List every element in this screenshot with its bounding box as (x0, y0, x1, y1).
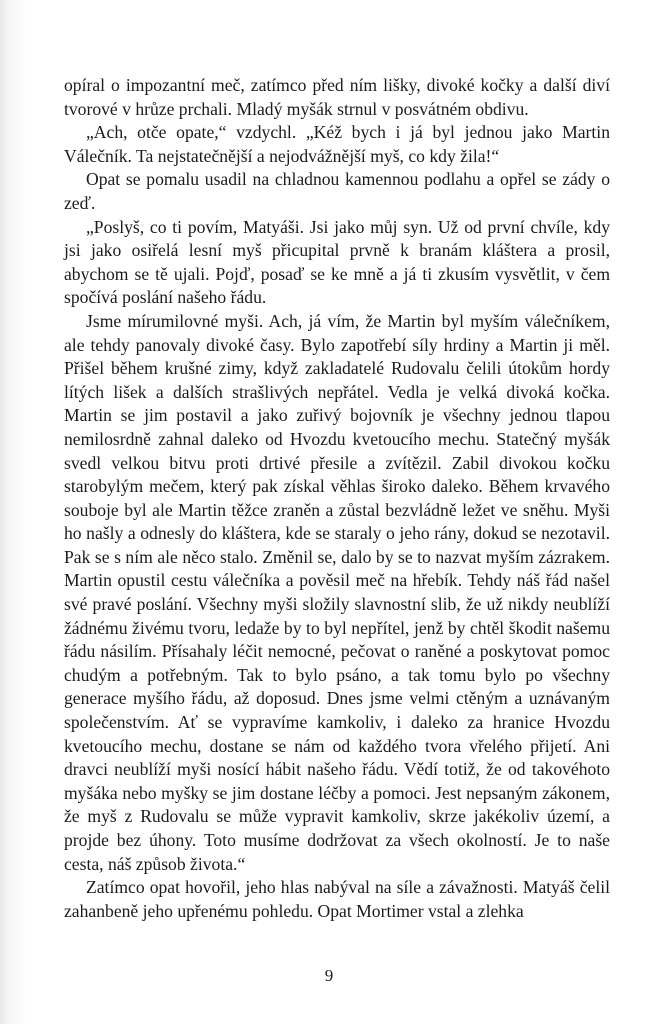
paragraph-3: Opat se pomalu usadil na chladnou kamennou podlahu a opřel se zády o zeď. (64, 169, 610, 213)
paragraph-4: „Poslyš, co ti povím, Matyáši. Jsi jako můj syn. Už od první chvíle, kdy jsi jako osiřelá lesní myš přicupital prvně k branám kláštera a prosil, abychom se tě ujali. Pojď, posaď se ke mně a já ti zkusím vysvětlit, v čem spočívá poslání našeho řádu. (64, 216, 610, 308)
paragraph-2: „Ach, otče opate,“ vzdychl. „Kéž bych i já byl jednou jako Martin Válečník. Ta nejstatečnější a nejodvážnější myš, co kdy žila!“ (64, 122, 610, 166)
paragraph-6: Zatímco opat hovořil, jeho hlas nabýval na síle a závažnosti. Matyáš čelil zahanbeně jeho upřenému pohledu. Opat Mortimer vstal a zlehka (64, 877, 610, 921)
paragraph-1: opíral o impozantní meč, zatímco před ním lišky, divoké kočky a další diví tvorové v hrůze prchali. Mladý myšák strnul v posvátném obdivu. (64, 75, 610, 119)
paragraph-5: Jsme mírumilovné myši. Ach, já vím, že Martin byl myším válečníkem, ale tehdy panovaly divoké časy. Bylo zapotřebí síly hrdiny a Martin ji měl. Přišel během krušné zimy, když zakladatelé Rudovalu čelili útokům hordy lítých lišek a dalších strašlivých nepřátel. Vedla je velká divoká kočka. Martin se jim postavil a jako zuřivý bojovník je všechny jednou tlapou nemilosrdně zahnal daleko od Hvozdu kvetoucího mechu. Statečný myšák svedl velkou bitvu proti drtivé přesile a zvítězil. Zabil divokou kočku starobylým mečem, který pak získal věhlas široko daleko. Během krvavého souboje byl ale Martin těžce zraněn a zůstal bezvládně ležet ve sněhu. Myši ho našly a odnesly do kláštera, kde se staraly o jeho rány, dokud se nezotavil. Pak se s ním ale něco stalo. Změnil se, dalo by se to nazvat myším zázrakem. Martin opustil cestu válečníka a pověsil meč na hřebík. Tehdy náš řád našel své pravé poslání. Všechny myši složily slavnostní slib, že už nikdy neublíží žádnému živému tvoru, ledaže by to byl nepřítel, jenž by chtěl škodit našemu řádu násilím. Přísahaly léčit nemocné, pečovat o raněné a poskytovat pomoc chudým a potřebným. Tak to bylo psáno, a tak tomu bylo po všechny generace myšího řádu, až doposud. Dnes jsme velmi ctěným a uznávaným společenstvím. Ať se vypravíme kamkoliv, i daleko za hranice Hvozdu kvetoucího mechu, dostane se nám od každého tvora vřelého přijetí. Ani dravci neublíží myši nosící hábit našeho řádu. Vědí totiž, že od takovéhoto myšáka nebo myšky se jim dostane léčby a pomoci. Jest nepsaným zákonem, že myš z Rudovalu se může vypravit kamkoliv, skrze jakékoliv území, a projde bez úhony. Toto musíme dodržovat za všech okolností. Je to naše cesta, náš způsob života.“ (64, 310, 610, 874)
page-number: 9 (324, 966, 334, 985)
body-text (64, 74, 610, 923)
